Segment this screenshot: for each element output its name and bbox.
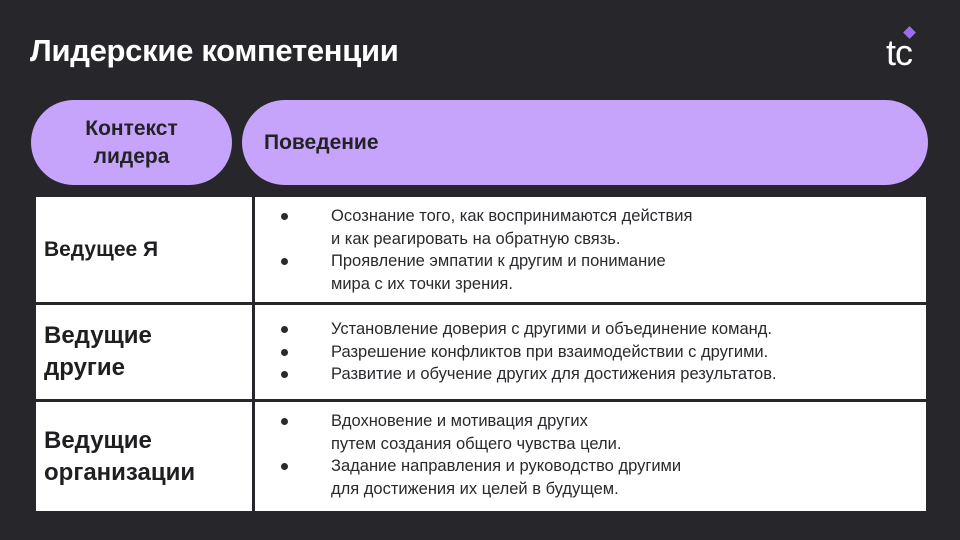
logo-text: tc	[886, 32, 913, 73]
table-row	[36, 402, 926, 511]
tc-logo	[886, 28, 930, 72]
behavior-cell	[255, 197, 926, 302]
context-label: Ведущие	[44, 322, 152, 349]
header-context-leader	[31, 100, 232, 185]
header-context-line1: Контекст	[85, 116, 178, 140]
list-item: Развитие и обучение других для достижения результатов.	[275, 363, 777, 386]
list-item: Задание направления и руководство другими для достижения их целей в будущем.	[275, 455, 926, 500]
context-label: организации	[44, 458, 196, 486]
context-label: Ведущие	[44, 426, 152, 454]
list-item: Установление доверия с другими и объединение команд.	[275, 318, 777, 341]
context-cell	[36, 197, 255, 302]
table-row	[36, 197, 926, 305]
list-item: Вдохновение и мотивация других путем создания общего чувства цели.	[275, 410, 926, 455]
list-item: Осознание того, как воспринимаются действия и как реагировать на обратную связь.	[275, 205, 926, 250]
context-cell	[36, 305, 255, 399]
behavior-cell	[255, 305, 926, 399]
competency-table	[36, 197, 926, 511]
context-cell	[36, 402, 255, 511]
list-item: Проявление эмпатии к другим и понимание мира с их точки зрения.	[275, 250, 926, 295]
context-label: другие	[44, 354, 126, 381]
table-row	[36, 305, 926, 402]
header-behavior: Поведение	[242, 100, 928, 185]
list-item: Разрешение конфликтов при взаимодействии с другими.	[275, 341, 777, 364]
behavior-cell	[255, 402, 926, 511]
header-context-line2: лидера	[93, 144, 170, 168]
slide-title: Лидерские компетенции	[30, 33, 399, 68]
context-label: Ведущее Я	[44, 237, 159, 261]
